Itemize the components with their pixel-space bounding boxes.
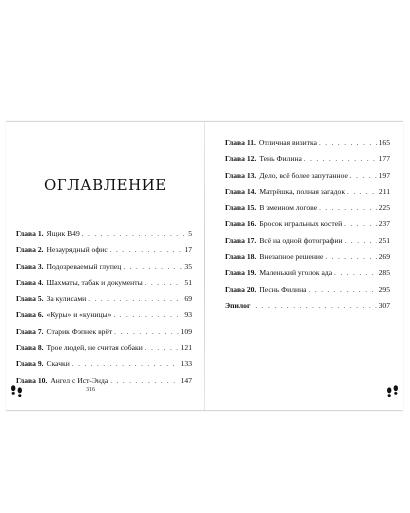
toc-entry[interactable] (16, 307, 192, 323)
chapter-label: Глава 3. (16, 261, 44, 271)
toc-heading: ОГЛАВЛЕНИЕ (44, 176, 167, 194)
dot-leader (350, 168, 377, 184)
chapter-page-number: 197 (378, 170, 390, 180)
chapter-label: Глава 18. (225, 252, 257, 262)
toc-entry[interactable] (16, 275, 192, 291)
dot-leader (255, 298, 376, 314)
dot-leader (145, 340, 179, 356)
chapter-title: Ангел с Ист-Энда (50, 375, 109, 385)
chapter-title: Скачки (46, 359, 70, 369)
chapter-label: Глава 5. (16, 294, 44, 304)
toc-entry[interactable] (225, 249, 390, 265)
chapter-title: Трое людей, не считая собаки (46, 343, 143, 353)
chapter-label: Глава 6. (16, 310, 44, 320)
toc-entry[interactable] (16, 291, 192, 307)
chapter-page-number: 307 (378, 300, 390, 310)
chapter-label: Глава 15. (225, 203, 257, 213)
dot-leader (345, 233, 377, 249)
dot-leader (114, 324, 178, 340)
chapter-label: Глава 14. (225, 186, 257, 196)
dot-leader (319, 200, 377, 216)
dot-leader (319, 135, 377, 151)
chapter-page-number: 51 (184, 277, 192, 287)
dot-leader (304, 151, 377, 167)
dot-leader (82, 226, 186, 242)
dot-leader (334, 265, 376, 281)
chapter-page-number: 69 (184, 294, 192, 304)
dot-leader (113, 307, 182, 323)
toc-entry[interactable] (225, 184, 390, 200)
toc-entry[interactable] (225, 135, 390, 151)
chapter-title: Тень Филина (259, 154, 302, 164)
footprints-icon (386, 385, 400, 404)
chapter-page-number: 93 (184, 310, 192, 320)
book-spread (6, 121, 403, 411)
chapter-title: Всё на одной фотографии (259, 235, 343, 245)
chapter-page-number: 165 (378, 138, 390, 147)
toc-entry[interactable] (225, 216, 390, 232)
chapter-title: Подозреваемый глупец (46, 261, 122, 271)
chapter-page-number: 285 (378, 268, 390, 278)
chapter-label: Глава 20. (225, 284, 257, 294)
chapter-page-number: 269 (378, 252, 390, 262)
toc-entry[interactable] (16, 324, 192, 340)
chapter-label: Глава 10. (16, 375, 48, 385)
chapter-page-number: 5 (188, 229, 192, 238)
chapter-label: Глава 9. (16, 359, 44, 369)
right-page (205, 122, 403, 410)
toc-entry[interactable] (225, 200, 390, 216)
page-number: 316 (86, 387, 95, 393)
chapter-page-number: 17 (184, 245, 192, 255)
chapter-title: За кулисами (46, 294, 87, 304)
dot-leader (145, 275, 183, 291)
chapter-label: Глава 8. (16, 343, 44, 353)
chapter-page-number: 251 (378, 235, 390, 245)
toc-entry[interactable] (16, 259, 192, 275)
chapter-label: Глава 16. (225, 219, 257, 229)
chapter-page-number: 109 (180, 326, 192, 336)
chapter-title: Маленький уголок ада (259, 268, 333, 278)
chapter-title: Внезапное решение (259, 252, 324, 262)
chapter-page-number: 295 (378, 284, 390, 294)
chapter-title: Бросок игральных костей (259, 219, 343, 229)
toc-entry[interactable] (225, 151, 390, 167)
chapter-label: Глава 2. (16, 245, 44, 255)
chapter-title: Отличная визитка (258, 138, 317, 147)
chapter-label: Глава 17. (225, 235, 257, 245)
footprints-icon-svg (386, 385, 400, 399)
toc-entry[interactable] (225, 265, 390, 281)
chapter-label: Глава 4. (16, 277, 44, 287)
dot-leader (344, 216, 376, 232)
dot-leader (88, 291, 182, 307)
footprints-icon-svg (10, 385, 24, 399)
chapter-page-number: 133 (180, 359, 192, 369)
toc-entry[interactable] (16, 373, 192, 389)
chapter-title: Дело, всё более запутанное (259, 170, 348, 180)
toc-entry[interactable] (225, 282, 390, 298)
chapter-label: Эпилог (225, 300, 251, 310)
footprints-icon (10, 385, 24, 404)
dot-leader (110, 373, 178, 389)
chapter-title: В змеином логове (259, 203, 318, 213)
dot-leader (72, 356, 179, 372)
chapter-label: Глава 7. (16, 326, 44, 336)
chapter-title: Ящик В49 (46, 229, 80, 238)
dot-leader (325, 249, 376, 265)
chapter-title: Старик Фэпнек врёт (46, 326, 113, 336)
chapter-label: Глава 12. (225, 154, 257, 164)
toc-list-left (16, 226, 192, 389)
chapter-label: Глава 13. (225, 170, 257, 180)
chapter-title: Матрёшка, полная загадок (259, 186, 346, 196)
chapter-page-number: 225 (378, 203, 390, 213)
chapter-title: Незаурядный офис (46, 245, 108, 255)
dot-leader (309, 282, 377, 298)
toc-entry[interactable] (225, 233, 390, 249)
dot-leader (123, 259, 182, 275)
toc-list-right (225, 135, 390, 314)
left-page (6, 122, 204, 410)
chapter-page-number: 147 (180, 375, 192, 385)
toc-entry[interactable] (16, 356, 192, 372)
chapter-label: Глава 11. (225, 138, 256, 147)
chapter-label: Глава 1. (16, 229, 44, 238)
dot-leader (347, 184, 377, 200)
chapter-title: Песнь Филина (259, 284, 307, 294)
toc-entry[interactable] (225, 298, 390, 314)
chapter-page-number: 121 (180, 343, 192, 353)
toc-entry[interactable] (16, 340, 192, 356)
chapter-page-number: 35 (184, 261, 192, 271)
toc-entry[interactable] (16, 226, 192, 242)
dot-leader (110, 242, 183, 258)
chapter-title: Шахматы, табак и документы (46, 277, 143, 287)
chapter-page-number: 237 (378, 219, 390, 229)
toc-entry[interactable] (16, 242, 192, 258)
chapter-page-number: 177 (378, 154, 390, 164)
chapter-page-number: 211 (378, 186, 390, 196)
chapter-title: «Куры» и «куницы» (46, 310, 112, 320)
chapter-label: Глава 19. (225, 268, 257, 278)
toc-entry[interactable] (225, 168, 390, 184)
